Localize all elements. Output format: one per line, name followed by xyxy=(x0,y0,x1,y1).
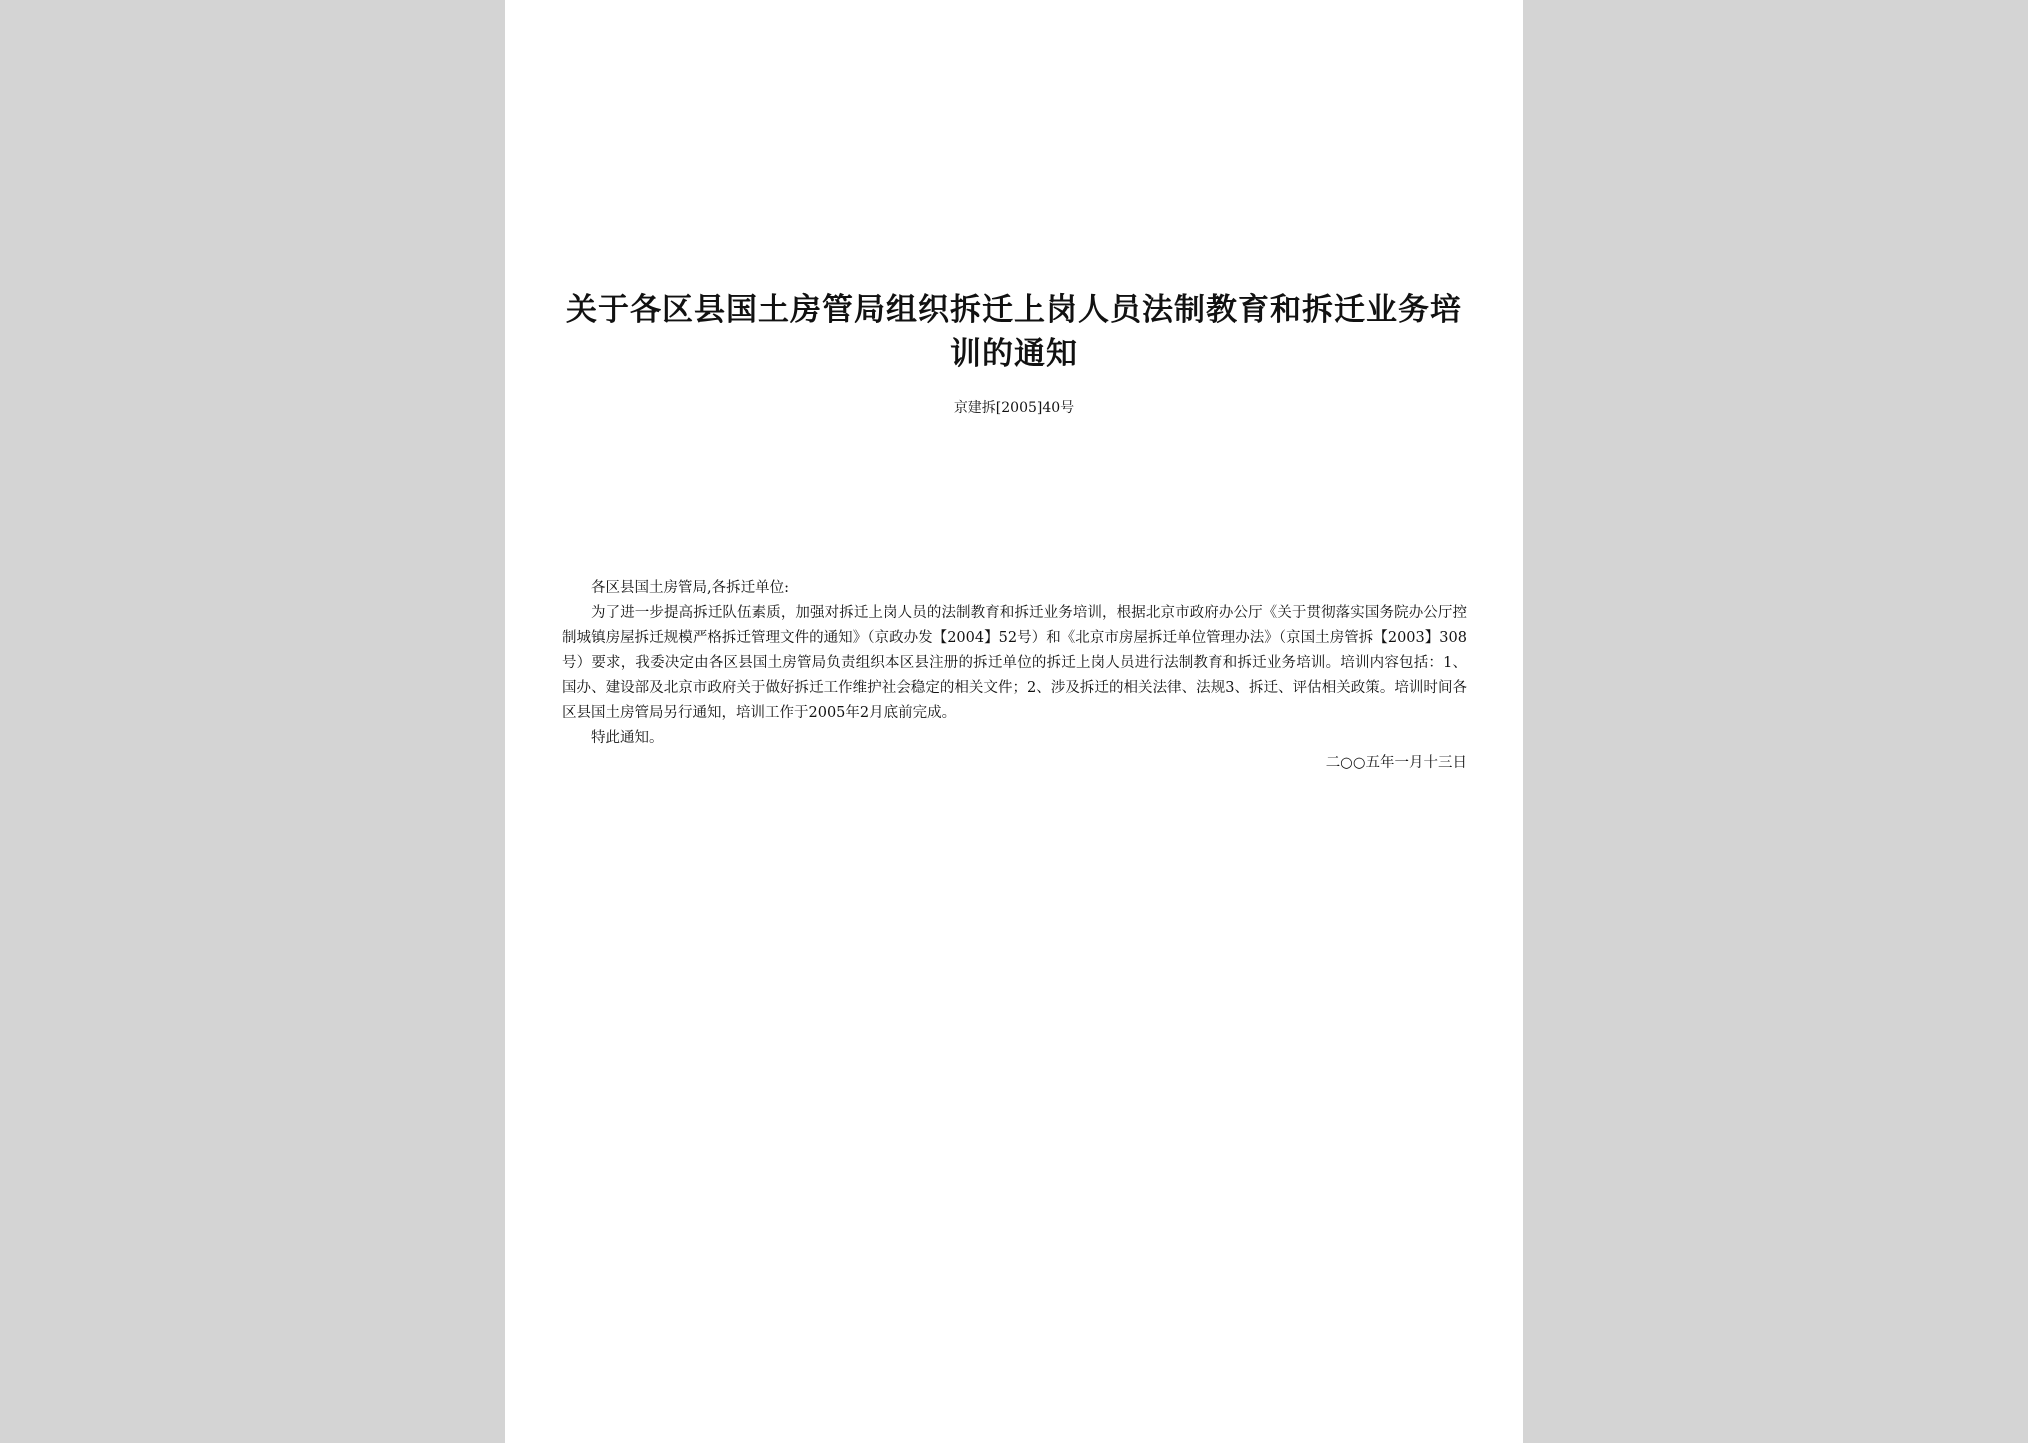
document-page xyxy=(505,0,1523,1443)
document-body xyxy=(562,576,1467,776)
document-date: 二○○五年一月十三日 xyxy=(1325,755,1467,771)
body-paragraph: 为了进一步提高拆迁队伍素质，加强对拆迁上岗人员的法制教育和拆迁业务培训，根据北京市政府办公厅《关于贯彻落实国务院办公厅控制城镇房屋拆迁规模严格拆迁管理文件的通知》（京政办发【2004】52号）和《北京市房屋拆迁单位管理办法》（京国土房管拆【2003】308号）要求，我委决定由各区县国土房管局负责组织本区县注册的拆迁单位的拆迁上岗人员进行法制教育和拆迁业务培训。培训内容包括：1、国办、建设部及北京市政府关于做好拆迁工作维护社会稳定的相关文件；2、涉及拆迁的相关法律、法规3、拆迁、评估相关政策。培训时间各区县国土房管局另行通知，培训工作于2005年2月底前完成。 xyxy=(562,605,1467,721)
salutation: 各区县国土房管局,各拆迁单位: xyxy=(591,580,789,596)
document-number: 京建拆[2005]40号 xyxy=(953,400,1075,416)
document-title: 关于各区县国土房管局组织拆迁上岗人员法制教育和拆迁业务培训的通知 xyxy=(566,292,1462,372)
closing-text: 特此通知。 xyxy=(591,730,664,746)
